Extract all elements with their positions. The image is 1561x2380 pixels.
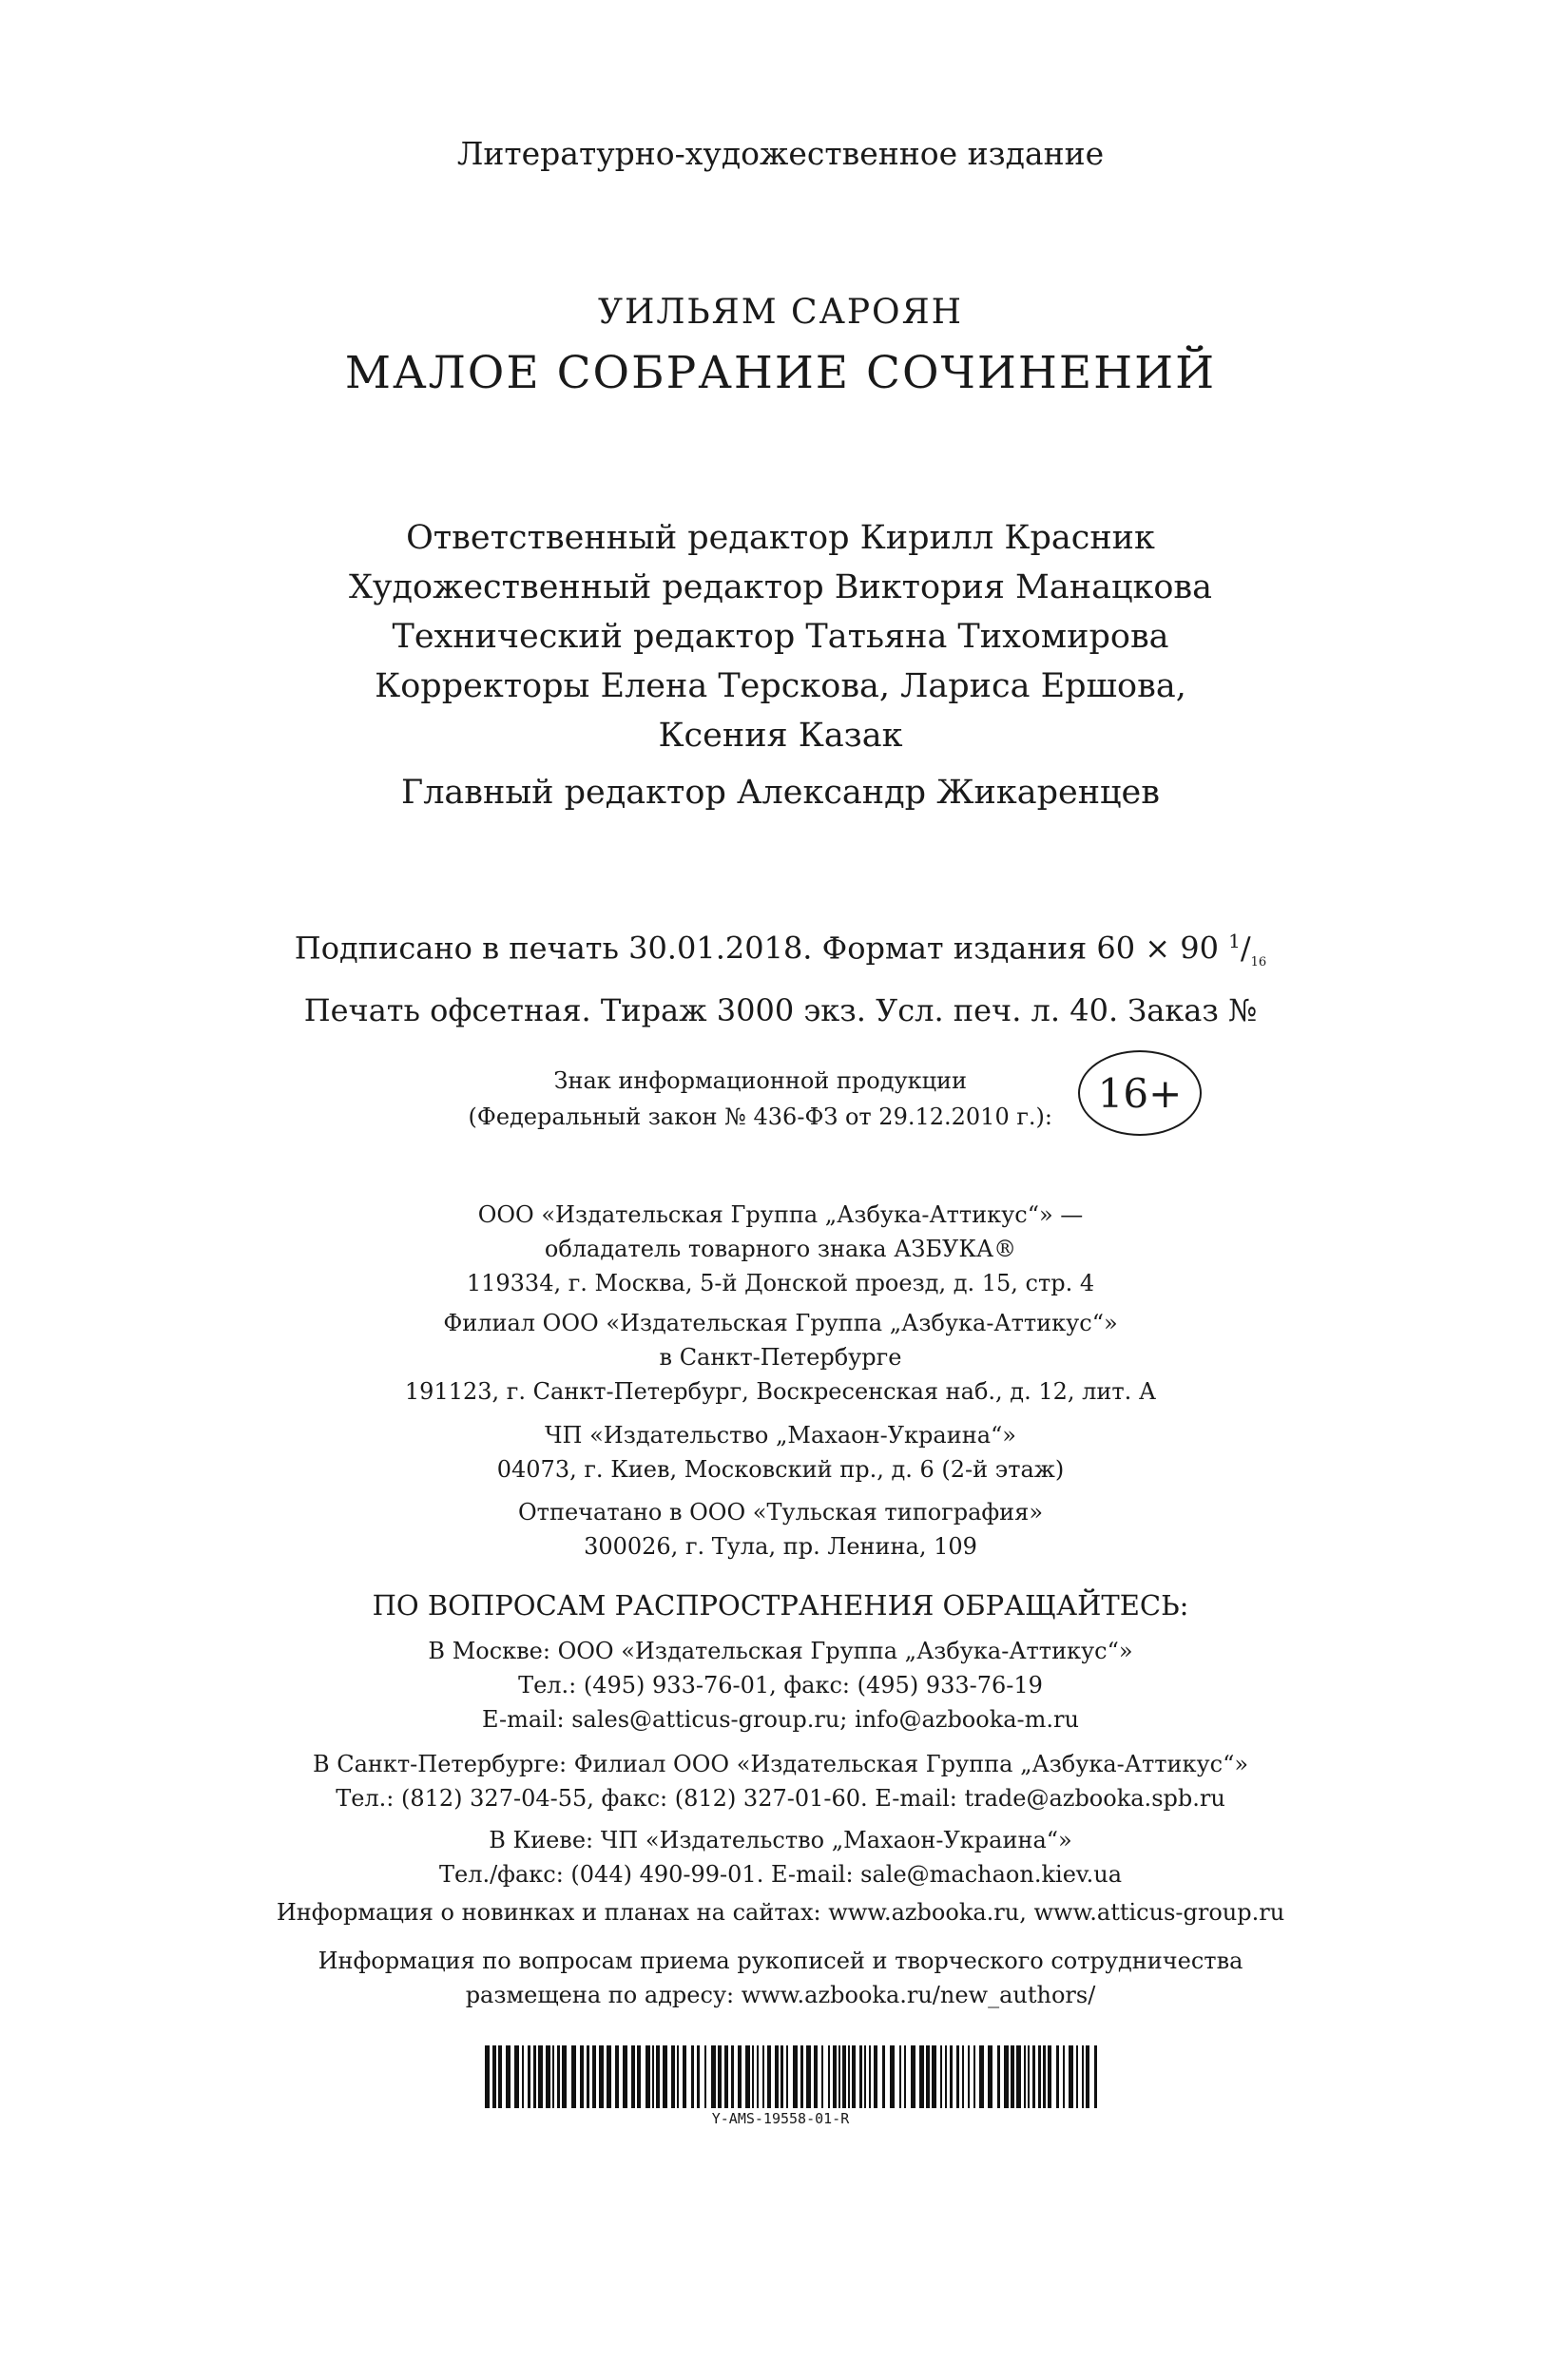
barcode-bar: [1069, 2045, 1073, 2108]
barcode-bar: [552, 2045, 554, 2108]
barcode-bar: [874, 2045, 877, 2108]
barcode-bar: [522, 2045, 524, 2108]
barcode-bar: [800, 2045, 803, 2108]
barcode-bar: [599, 2045, 604, 2108]
barcode-bar: [704, 2045, 706, 2108]
barcode-bar: [592, 2045, 596, 2108]
barcode-bar: [697, 2045, 700, 2108]
barcode-bar: [677, 2045, 679, 2108]
barcode-bar: [1056, 2045, 1059, 2108]
barcode-bar: [652, 2045, 654, 2108]
barcode-bar: [683, 2045, 686, 2108]
barcode-bar: [718, 2045, 722, 2108]
barcode-bar: [1038, 2045, 1041, 2108]
barcode-bar: [1086, 2045, 1089, 2108]
barcode-bar: [852, 2045, 856, 2108]
barcode-bar: [1004, 2045, 1009, 2108]
format-fraction-numerator: 1: [1228, 930, 1241, 952]
barcode-bar: [762, 2045, 764, 2108]
editorial-credits: [0, 513, 1561, 760]
print-line-1: Подписано в печать 30.01.2018. Формат издания 60 × 90 $^1/_{16}$: [294, 930, 1267, 970]
barcode-bar: [882, 2045, 885, 2108]
barcode-bar: [757, 2045, 759, 2108]
barcode-bar: [533, 2045, 536, 2108]
barcode-bar: [623, 2045, 627, 2108]
barcode-bar: [932, 2045, 936, 2108]
author-name: УИЛЬЯМ САРОЯН: [597, 293, 964, 332]
barcode-bar: [940, 2045, 942, 2108]
barcode-bar: [671, 2045, 675, 2108]
barcode-bar: [1076, 2045, 1078, 2108]
distribution-moscow: В Москве: ООО «Издательская Группа „Азбука-Аттикус“» Тел.: (495) 933-76-01, факс: (495) 933-76-19 E-mail: sales@atticus-group.ru; info@azbooka-m.ru: [428, 1638, 1133, 1733]
credit-line: Ответственный редактор Кирилл Красник: [406, 519, 1155, 557]
chief-editor: Главный редактор Александр Жикаренцев: [401, 774, 1160, 812]
credit-line: Технический редактор Татьяна Тихомирова: [392, 618, 1169, 656]
age-rating-badge: 16+: [1078, 1050, 1202, 1136]
barcode-bar: [492, 2045, 496, 2108]
credit-line: Ксения Казак: [658, 717, 903, 755]
genre-line: Литературно-художественное издание: [456, 135, 1105, 172]
barcode-bar: [911, 2045, 915, 2108]
print-info: [0, 917, 1561, 1034]
barcode-bar: [775, 2045, 779, 2108]
barcode-bar: [538, 2045, 543, 2108]
barcode-bar: [864, 2045, 866, 2108]
barcode-bar: [663, 2045, 667, 2108]
barcode-bar: [926, 2045, 930, 2108]
barcode-bar: [580, 2045, 584, 2108]
barcode-bar: [1032, 2045, 1035, 2108]
barcode-bar: [793, 2045, 798, 2108]
barcode-bar: [1048, 2045, 1051, 2108]
distribution-spb: В Санкт-Петербурге: Филиал ООО «Издательская Группа „Азбука-Аттикус“» Тел.: (812) 327-04-55, факс: (812) 327-01-60. E-mail: trade@azbooka.spb.ru: [312, 1751, 1249, 1812]
publisher-block: ЧП «Издательство „Махаон-Украина“» 04073, г. Киев, Московский пр., д. 6 (2-й этаж): [496, 1422, 1065, 1483]
barcode-bar: [485, 2045, 490, 2108]
barcode-bar: [786, 2045, 788, 2108]
barcode-bar: [956, 2045, 959, 2108]
barcode-bar: [745, 2045, 750, 2108]
barcode-bar: [767, 2045, 771, 2108]
info-sign-text: Знак информационной продукции (Федеральный закон № 436-ФЗ от 29.12.2010 г.):: [468, 1067, 1052, 1130]
barcode-bar: [859, 2045, 862, 2108]
distribution-heading: ПО ВОПРОСАМ РАСПРОСТРАНЕНИЯ ОБРАЩАЙТЕСЬ:: [372, 1589, 1189, 1622]
credit-line: Художественный редактор Виктория Манацкова: [349, 568, 1212, 606]
barcode-bar: [1016, 2045, 1021, 2108]
barcode-bar: [546, 2045, 550, 2108]
barcode-graphic: [485, 2045, 1105, 2108]
publisher-block: ООО «Издательская Группа „Азбука-Аттикус“» — обладатель товарного знака АЗБУКА® 119334, г. Москва, 5-й Донской проезд, д. 15, стр. 4: [466, 1201, 1095, 1296]
barcode-bar: [1043, 2045, 1046, 2108]
barcode-bar: [945, 2045, 947, 2108]
barcode-bar: [752, 2045, 754, 2108]
barcode-bar: [731, 2045, 734, 2108]
barcode-bar: [904, 2045, 906, 2108]
barcode-bar: [646, 2045, 650, 2108]
barcode-bar: [637, 2045, 641, 2108]
barcode-bar: [780, 2045, 783, 2108]
barcode-bar: [607, 2045, 611, 2108]
barcode-bar: [587, 2045, 589, 2108]
credit-line: Корректоры Елена Терскова, Лариса Ершова,: [375, 667, 1186, 705]
barcode-bar: [950, 2045, 953, 2108]
barcode-bar: [631, 2045, 635, 2108]
barcode-bar: [821, 2045, 823, 2108]
barcode-bar: [968, 2045, 970, 2108]
barcode-bar: [1063, 2045, 1065, 2108]
barcode-bar: [1024, 2045, 1026, 2108]
barcode-bar: [1094, 2045, 1097, 2108]
barcode-bar: [842, 2045, 846, 2108]
print-line-2: Печать офсетная. Тираж 3000 экз. Усл. печ. л. 40. Заказ №: [303, 992, 1258, 1029]
printer-block: Отпечатано в ООО «Тульская типография» 300026, г. Тула, пр. Ленина, 109: [518, 1499, 1043, 1560]
barcode-bar: [973, 2045, 975, 2108]
barcode-bar: [848, 2045, 850, 2108]
distribution-kiev: В Киеве: ЧП «Издательство „Махаон-Украина“» Тел./факс: (044) 490-99-01. E-mail: sale@machaon.kiev.ua: [439, 1827, 1122, 1888]
barcode-bar: [1011, 2045, 1014, 2108]
barcode-bar: [528, 2045, 530, 2108]
barcode-bar: [498, 2045, 502, 2108]
format-fraction-denominator: 16: [1250, 955, 1267, 970]
barcode-bar: [571, 2045, 576, 2108]
barcode-bar: [1082, 2045, 1084, 2108]
barcode-bar: [615, 2045, 619, 2108]
barcode-bar: [656, 2045, 660, 2108]
barcode-bar: [1028, 2045, 1030, 2108]
barcode-bar: [962, 2045, 964, 2108]
barcode-code: Y-AMS-19558-01-R: [711, 2110, 850, 2127]
barcode-bar: [562, 2045, 567, 2108]
barcode-bar: [919, 2045, 924, 2108]
book-title: МАЛОЕ СОБРАНИЕ СОЧИНЕНИЙ: [344, 347, 1217, 399]
barcode-bar: [838, 2045, 840, 2108]
barcode-bar: [711, 2045, 716, 2108]
barcode-bar: [997, 2045, 1000, 2108]
barcode-bar: [514, 2045, 519, 2108]
barcode-bar: [828, 2045, 830, 2108]
barcode-bar: [738, 2045, 742, 2108]
barcode-bar: [833, 2045, 837, 2108]
barcode-bar: [724, 2045, 728, 2108]
barcode-bar: [806, 2045, 811, 2108]
manuscripts-info: Информация по вопросам приема рукописей и творческого сотрудничества размещена по адресу: www.azbooka.ru/new_authors/: [318, 1948, 1243, 2008]
barcode-bar: [506, 2045, 511, 2108]
sites-info: Информация о новинках и планах на сайтах: www.azbooka.ru, www.atticus-group.ru: [276, 1899, 1285, 1926]
barcode-bar: [814, 2045, 818, 2108]
barcode-bar: [899, 2045, 901, 2108]
barcode-bar: [988, 2045, 992, 2108]
barcode-bar: [979, 2045, 984, 2108]
barcode-bar: [691, 2045, 694, 2108]
barcode-bar: [869, 2045, 871, 2108]
barcode-bar: [890, 2045, 895, 2108]
barcode-bar: [557, 2045, 560, 2108]
publisher-block: Филиал ООО «Издательская Группа „Азбука-Аттикус“» в Санкт-Петербурге 191123, г. Санкт-Петербург, Воскресенская наб., д. 12, лит. А: [404, 1310, 1157, 1405]
